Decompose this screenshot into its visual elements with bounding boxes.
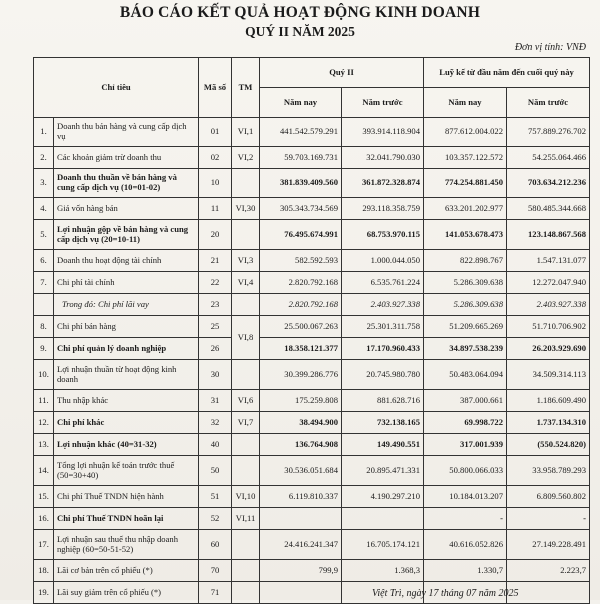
row-label: Doanh thu bán hàng và cung cấp dịch vụ [54,118,199,147]
row-number: 17. [34,530,54,560]
table-row [34,486,590,508]
row-label: Chi phí Thuế TNDN hiện hành [54,486,199,508]
row-number: 8. [34,316,54,338]
value-q-now: 38.494.900 [260,412,342,434]
row-code: 40 [199,434,232,456]
row-number: 4. [34,198,54,220]
header-luy-ke-nam-truoc: Năm trước [507,88,590,118]
value-y-prev: 6.809.560.802 [507,486,590,508]
row-note-ref [232,169,260,198]
row-note-ref: VI,11 [232,508,260,530]
row-number [34,294,54,316]
row-number: 10. [34,360,54,390]
row-label: Tổng lợi nhuận kế toán trước thuế (50=30+40) [54,456,199,486]
row-label: Chi phí tài chính [54,272,199,294]
value-q-now: 136.764.908 [260,434,342,456]
value-y-now: 103.357.122.572 [424,147,507,169]
table-row [34,390,590,412]
value-y-prev: - [507,508,590,530]
value-q-now: 25.500.067.263 [260,316,342,338]
row-note-ref: VI,8 [232,316,260,360]
value-y-now: 141.053.678.473 [424,220,507,250]
table-row [34,456,590,486]
row-code: 32 [199,412,232,434]
value-y-prev: (550.524.820) [507,434,590,456]
value-q-now [260,582,342,604]
table-row [34,250,590,272]
header-chi-tieu: Chỉ tiêu [34,58,199,118]
value-q-now: 6.119.810.337 [260,486,342,508]
value-y-prev: 26.203.929.690 [507,338,590,360]
value-q-prev: 393.914.118.904 [342,118,424,147]
value-y-prev [507,582,590,604]
row-label: Các khoản giảm trừ doanh thu [54,147,199,169]
value-y-now: 317.001.939 [424,434,507,456]
value-q-prev: 1.000.044.050 [342,250,424,272]
value-q-now: 2.820.792.168 [260,272,342,294]
row-number: 6. [34,250,54,272]
value-q-now: 18.358.121.377 [260,338,342,360]
header-tm: TM [232,58,260,118]
row-label: Chi phí bán hàng [54,316,199,338]
row-note-ref: VI,3 [232,250,260,272]
row-number: 9. [34,338,54,360]
row-label: Lãi cơ bản trên cổ phiếu (*) [54,560,199,582]
value-y-now: 877.612.004.022 [424,118,507,147]
value-q-prev: 25.301.311.758 [342,316,424,338]
row-note-ref: VI,10 [232,486,260,508]
value-q-prev: 20.895.471.331 [342,456,424,486]
row-label: Thu nhập khác [54,390,199,412]
value-q-prev: 4.190.297.210 [342,486,424,508]
value-q-prev: 361.872.328.874 [342,169,424,198]
value-y-now: 34.897.538.239 [424,338,507,360]
value-q-prev: 2.403.927.338 [342,294,424,316]
table-row [34,198,590,220]
row-number: 5. [34,220,54,250]
header-luy-ke: Luỹ kế từ đầu năm đến cuối quý này [424,58,590,88]
row-label: Lợi nhuận thuần từ hoạt động kinh doanh [54,360,199,390]
value-y-now: 633.201.202.977 [424,198,507,220]
value-q-now: 30.399.286.776 [260,360,342,390]
value-q-prev: 16.705.174.121 [342,530,424,560]
value-y-now: 1.330,7 [424,560,507,582]
value-q-now: 76.495.674.991 [260,220,342,250]
row-number: 7. [34,272,54,294]
value-q-now [260,508,342,530]
table-row [34,412,590,434]
value-q-prev: 17.170.960.433 [342,338,424,360]
row-note-ref: VI,4 [232,272,260,294]
value-y-now: 40.616.052.826 [424,530,507,560]
row-code: 51 [199,486,232,508]
header-luy-ke-nam-nay: Năm nay [424,88,507,118]
row-code: 50 [199,456,232,486]
table-row [34,272,590,294]
row-code: 22 [199,272,232,294]
row-code: 70 [199,560,232,582]
value-y-prev: 123.148.867.568 [507,220,590,250]
value-y-prev: 27.149.228.491 [507,530,590,560]
row-note-ref [232,456,260,486]
row-note-ref [232,560,260,582]
row-number: 15. [34,486,54,508]
table-row [34,508,590,530]
value-q-now: 59.703.169.731 [260,147,342,169]
row-number: 11. [34,390,54,412]
value-q-prev: 293.118.358.759 [342,198,424,220]
row-label: Doanh thu thuần về bán hàng và cung cấp dịch vụ (10=01-02) [54,169,199,198]
value-y-prev: 580.485.344.668 [507,198,590,220]
value-y-prev: 2.403.927.338 [507,294,590,316]
table-row [34,434,590,456]
value-q-prev: 881.628.716 [342,390,424,412]
row-label: Giá vốn hàng bán [54,198,199,220]
header-quy-nam-truoc: Năm trước [342,88,424,118]
value-y-now: 50.483.064.094 [424,360,507,390]
header-ma-so: Mã số [199,58,232,118]
value-y-prev: 54.255.064.466 [507,147,590,169]
value-q-prev [342,508,424,530]
row-note-ref [232,360,260,390]
value-y-now: 69.998.722 [424,412,507,434]
table-row [34,220,590,250]
row-number: 14. [34,456,54,486]
row-code: 52 [199,508,232,530]
footer-place-date: Việt Trì, ngày 17 tháng 07 năm 2025 [372,588,519,599]
row-label: Chi phí Thuế TNDN hoãn lại [54,508,199,530]
table-row [34,294,590,316]
value-y-now: 10.184.013.207 [424,486,507,508]
row-code: 23 [199,294,232,316]
value-q-prev: 32.041.790.030 [342,147,424,169]
table-row [34,316,590,338]
row-note-ref [232,434,260,456]
value-y-prev: 1.547.131.077 [507,250,590,272]
row-number: 12. [34,412,54,434]
table-row [34,118,590,147]
row-number: 16. [34,508,54,530]
row-note-ref: VI,1 [232,118,260,147]
value-q-prev: 68.753.970.115 [342,220,424,250]
value-q-now: 441.542.579.291 [260,118,342,147]
row-label: Chi phí khác [54,412,199,434]
value-y-prev: 1.186.609.490 [507,390,590,412]
value-y-prev: 2.223,7 [507,560,590,582]
row-code: 21 [199,250,232,272]
value-y-now: 5.286.309.638 [424,294,507,316]
row-label: Chi phí quản lý doanh nghiệp [54,338,199,360]
table-row [34,530,590,560]
value-y-prev: 34.509.314.113 [507,360,590,390]
currency-unit: Đơn vị tính: VNĐ [514,42,586,53]
row-code: 30 [199,360,232,390]
row-number: 18. [34,560,54,582]
report-subtitle: QUÝ II NĂM 2025 [245,24,355,39]
row-note-ref: VI,2 [232,147,260,169]
row-note-ref [232,294,260,316]
value-q-prev: 20.745.980.780 [342,360,424,390]
row-code: 01 [199,118,232,147]
value-y-now: 5.286.309.638 [424,272,507,294]
table-row [34,338,590,360]
value-q-prev: 6.535.761.224 [342,272,424,294]
row-code: 02 [199,147,232,169]
value-q-now: 175.259.808 [260,390,342,412]
value-y-prev: 757.889.276.702 [507,118,590,147]
row-label: Lợi nhuận gộp về bán hàng và cung cấp dịch vụ (20=10-11) [54,220,199,250]
table-row [34,169,590,198]
row-code: 25 [199,316,232,338]
row-number: 19. [34,582,54,604]
value-y-prev: 33.958.789.293 [507,456,590,486]
value-q-prev: 1.368,3 [342,560,424,582]
value-y-prev: 12.272.047.940 [507,272,590,294]
value-y-now: - [424,508,507,530]
row-label: Lợi nhuận sau thuế thu nhập doanh nghiệp (60=50-51-52) [54,530,199,560]
row-code: 20 [199,220,232,250]
row-number: 13. [34,434,54,456]
row-note-ref [232,582,260,604]
value-q-prev: 732.138.165 [342,412,424,434]
row-code: 71 [199,582,232,604]
value-y-now: 50.800.066.033 [424,456,507,486]
row-note-ref: VI,30 [232,198,260,220]
row-number: 3. [34,169,54,198]
row-note-ref [232,530,260,560]
value-y-now: 387.000.661 [424,390,507,412]
value-y-now: 774.254.881.450 [424,169,507,198]
value-y-prev: 1.737.134.310 [507,412,590,434]
row-note-ref [232,220,260,250]
row-note-ref: VI,7 [232,412,260,434]
value-q-now: 799,9 [260,560,342,582]
value-q-now: 305.343.734.569 [260,198,342,220]
table-row [34,147,590,169]
value-q-now: 24.416.241.347 [260,530,342,560]
value-y-now: 51.209.665.269 [424,316,507,338]
header-quy-nam-nay: Năm nay [260,88,342,118]
table-row [34,560,590,582]
row-note-ref: VI,6 [232,390,260,412]
row-code: 10 [199,169,232,198]
value-q-now: 381.839.409.560 [260,169,342,198]
value-y-prev: 51.710.706.902 [507,316,590,338]
table-body [34,118,590,604]
value-q-now: 2.820.792.168 [260,294,342,316]
value-q-now: 30.536.051.684 [260,456,342,486]
report-title: BÁO CÁO KẾT QUẢ HOẠT ĐỘNG KINH DOANH [119,4,481,21]
row-label: Trong đó: Chi phí lãi vay [54,294,199,316]
header-quy: Quý II [260,58,424,88]
value-q-now: 582.592.593 [260,250,342,272]
row-label: Lãi suy giảm trên cổ phiếu (*) [54,582,199,604]
row-code: 60 [199,530,232,560]
value-y-prev: 703.634.212.236 [507,169,590,198]
value-q-prev: 149.490.551 [342,434,424,456]
row-number: 2. [34,147,54,169]
row-code: 11 [199,198,232,220]
row-code: 31 [199,390,232,412]
row-number: 1. [34,118,54,147]
income-statement-table [33,57,590,604]
row-code: 26 [199,338,232,360]
row-label: Doanh thu hoạt động tài chính [54,250,199,272]
table-row [34,360,590,390]
row-label: Lợi nhuận khác (40=31-32) [54,434,199,456]
value-y-now: 822.898.767 [424,250,507,272]
